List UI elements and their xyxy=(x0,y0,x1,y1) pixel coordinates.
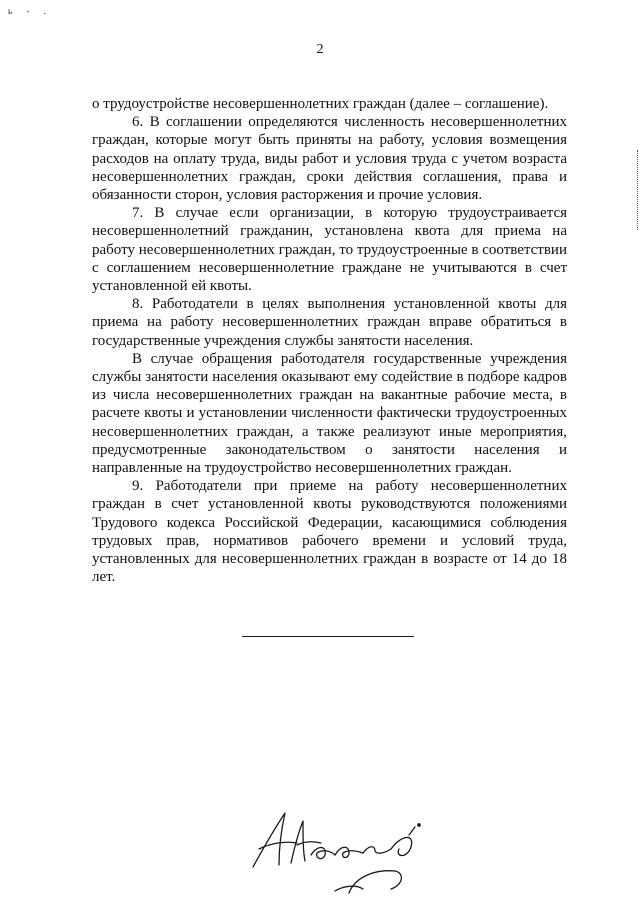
paragraph-7: 7. В случае если организации, в которую трудоустраивается несовершеннолетний гражданин, установлена квота для приема на работу несовершеннолетних граждан, то трудоустроенные в соответствии с соглашением несовершеннолетние граждане не учитываются в счет установленной ей квоты. xyxy=(92,205,567,295)
paragraph-9: 9. Работодатели при приеме на работу несовершеннолетних граждан в счет установленной квоты руководствуются положениями Трудового кодекса Российской Федерации, касающимися соблюдения трудовых прав, нормативов рабочего времени и условий труда, установленных для несовершеннолетних граждан в возрасте от 14 до 18 лет. xyxy=(92,478,567,586)
paragraph-6: 6. В соглашении определяются численность несовершеннолетних граждан, которые могут быть приняты на работу, условия возмещения расходов на оплату труда, виды работ и условия труда с учетом возраста несовершеннолетних граждан, сроки действия соглашения, права и обязанности сторон, условия расторжения и прочие условия. xyxy=(92,114,567,204)
page-number: 2 xyxy=(316,42,324,57)
paragraph-8-continued: В случае обращения работодателя государственные учреждения службы занятости населения оказывают ему содействие в подборе кадров из числа несовершеннолетних граждан на вакантные рабочие места, в расчете квоты и установлении численности фактически трудоустроенных несовершеннолетних граждан, а также реализуют иные мероприятия, предусмотренные законодательством о занятости населения и направленные на трудоустройство несовершеннолетних граждан. xyxy=(92,350,567,477)
document-body xyxy=(92,95,567,586)
paragraph-continuation: о трудоустройстве несовершеннолетних граждан (далее – соглашение). xyxy=(92,96,549,112)
scan-artifact-marks: ь - . xyxy=(8,6,52,16)
scan-edge-marks xyxy=(634,150,638,230)
handwritten-signature xyxy=(245,805,430,900)
end-separator-line xyxy=(242,636,414,637)
paragraph-8: 8. Работодатели в целях выполнения установленной квоты для приема на работу несовершеннолетних граждан вправе обратиться в государственные учреждения службы занятости населения. xyxy=(92,296,567,349)
